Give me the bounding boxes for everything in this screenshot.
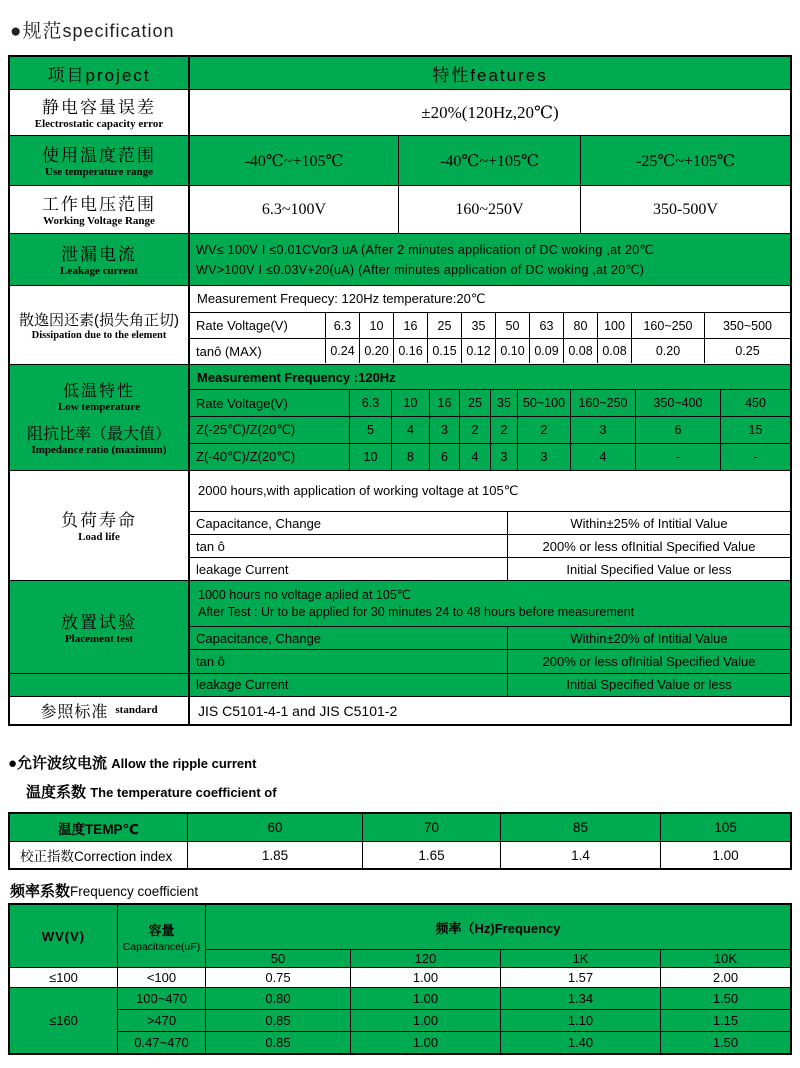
voltage-range-label-cell bbox=[10, 186, 190, 233]
low-temp-voltage-cell: 6.3 bbox=[349, 390, 391, 416]
placement-tan-row bbox=[190, 649, 790, 672]
dissipation-tan-cell: 0.20 bbox=[631, 339, 704, 363]
dissipation-voltage-cell: 350~500 bbox=[704, 313, 790, 338]
cap-cell: <100 bbox=[117, 967, 205, 987]
temp-range-v2-cell bbox=[398, 136, 580, 185]
load-life-content bbox=[190, 471, 790, 580]
low-temp-voltage-cell: 35 bbox=[490, 390, 517, 416]
placement-item: leakage Current bbox=[190, 674, 508, 696]
placement-leak-row bbox=[190, 673, 790, 696]
coef-cell: 1.57 bbox=[500, 967, 660, 987]
z40-cell: 3 bbox=[517, 444, 570, 470]
placement-content bbox=[190, 581, 790, 696]
coef-cell: 1.00 bbox=[350, 987, 500, 1009]
spec-table bbox=[8, 55, 792, 726]
temp-coefficient-table bbox=[8, 812, 792, 870]
z40-cell: 8 bbox=[391, 444, 429, 470]
cap-cell: 100~470 bbox=[117, 987, 205, 1009]
temp-range-v2: -40℃~+105℃ bbox=[440, 152, 539, 170]
voltage-range-zh: 工作电压范围 bbox=[42, 195, 156, 215]
leakage-en: Leakage current bbox=[60, 265, 138, 278]
z25-cell: 15 bbox=[720, 417, 790, 443]
spec-heading-en: specification bbox=[62, 21, 175, 41]
freq-col-header: 120 bbox=[350, 949, 500, 967]
load-life-label-cell bbox=[10, 471, 190, 580]
leakage-row bbox=[10, 233, 790, 285]
standard-value-cell bbox=[190, 697, 790, 724]
dissipation-voltage-cell: 35 bbox=[461, 313, 495, 338]
placement-cap-row bbox=[190, 627, 790, 649]
coef-cell: 1.00 bbox=[350, 967, 500, 987]
placement-value: Within±20% of Intitial Value bbox=[570, 630, 728, 646]
coef-cell: 0.85 bbox=[205, 1009, 350, 1031]
coef-cell: 1.50 bbox=[660, 987, 790, 1009]
freq-coef-zh: 频率系数 bbox=[10, 883, 71, 900]
low-temp-voltage-cell: 450 bbox=[720, 390, 790, 416]
z25-label: Z(-25℃)/Z(20℃) bbox=[196, 422, 296, 437]
header-project-label: 项目project bbox=[47, 65, 151, 85]
load-life-zh: 负荷寿命 bbox=[61, 511, 137, 531]
z25-cell: 2 bbox=[490, 417, 517, 443]
load-life-item: Capacitance, Change bbox=[190, 512, 508, 534]
load-life-en: Load life bbox=[78, 531, 120, 544]
voltage-range-v3-cell bbox=[580, 186, 790, 233]
voltage-range-v3: 350-500V bbox=[653, 200, 718, 218]
z40-cell: - bbox=[720, 444, 790, 470]
z40-cell: 4 bbox=[570, 444, 635, 470]
z40-cell: 10 bbox=[349, 444, 391, 470]
correction-index-value: 1.65 bbox=[362, 841, 500, 868]
z25-row bbox=[190, 416, 790, 443]
placement-note1: 1000 hours no voltage aplied at 105℃ bbox=[198, 587, 411, 602]
temp-range-values bbox=[190, 136, 790, 185]
standard-row bbox=[10, 696, 790, 724]
temp-range-v1: -40℃~+105℃ bbox=[244, 152, 344, 170]
dissipation-tan-cell: 0.09 bbox=[529, 339, 563, 363]
freq-coef-heading bbox=[10, 880, 800, 901]
load-life-note bbox=[190, 471, 790, 512]
placement-zh: 放置试验 bbox=[61, 612, 137, 632]
capacity-error-label-cell bbox=[10, 90, 190, 135]
cap-cell: 0.47~470 bbox=[117, 1031, 205, 1053]
frequency-header-cell: 频率（Hz)Frequency bbox=[205, 905, 790, 949]
dissipation-en: Dissipation due to the element bbox=[31, 330, 167, 341]
correction-index-value: 1.85 bbox=[187, 841, 362, 868]
dissipation-content bbox=[190, 286, 790, 364]
voltage-range-v2: 160~250V bbox=[455, 200, 524, 218]
freq-col-header: 50 bbox=[205, 949, 350, 967]
dissipation-voltage-row bbox=[190, 313, 790, 338]
coef-cell: 1.15 bbox=[660, 1009, 790, 1031]
capacity-error-row bbox=[10, 89, 790, 135]
voltage-range-row bbox=[10, 185, 790, 233]
freq-coef-en: Frequency coefficient bbox=[70, 884, 199, 899]
dissipation-tan-cell: 0.16 bbox=[393, 339, 427, 363]
freq-col-header: 10K bbox=[660, 949, 790, 967]
capacity-error-zh: 静电容量误差 bbox=[42, 98, 156, 118]
placement-label-empty-cell bbox=[10, 674, 188, 696]
temp-range-label-cell bbox=[10, 136, 190, 185]
load-life-value: 200% or less ofInitial Specified Value bbox=[542, 538, 756, 554]
placement-note bbox=[190, 581, 790, 627]
z40-cell: 4 bbox=[459, 444, 490, 470]
z25-cell: 3 bbox=[570, 417, 635, 443]
temp-value-header: 70 bbox=[362, 814, 500, 841]
dissipation-voltage-cell: 25 bbox=[427, 313, 461, 338]
load-life-value: Within±25% of Intitial Value bbox=[570, 515, 728, 531]
z40-cell: - bbox=[635, 444, 720, 470]
z25-cell: 2 bbox=[459, 417, 490, 443]
dissipation-tan-cell: 0.25 bbox=[704, 339, 790, 363]
dissipation-voltage-cell: 6.3 bbox=[325, 313, 359, 338]
low-temp-rate-label: Rate Voltage(V) bbox=[196, 395, 288, 411]
dissipation-label-cell bbox=[10, 286, 190, 364]
temp-range-zh: 使用温度范围 bbox=[42, 146, 156, 166]
dissipation-voltage-cell: 50 bbox=[495, 313, 529, 338]
load-life-item: leakage Current bbox=[190, 558, 508, 580]
voltage-range-v1: 6.3~100V bbox=[261, 200, 327, 218]
dissipation-zh: 散逸因还素(损失角正切) bbox=[19, 312, 179, 329]
temp-range-v3: -25℃~+105℃ bbox=[636, 152, 735, 170]
z40-label: Z(-40℃)/Z(20℃) bbox=[196, 449, 296, 464]
dissipation-row bbox=[10, 285, 790, 364]
low-temp-row bbox=[10, 364, 790, 470]
dissipation-tan-cell: 0.20 bbox=[359, 339, 393, 363]
placement-item: tan ô bbox=[190, 650, 508, 672]
voltage-range-v2-cell bbox=[398, 186, 580, 233]
temp-range-row bbox=[10, 135, 790, 185]
placement-note2: After Test : Ur to be applied for 30 minutes 24 to 48 hours before measurement bbox=[198, 604, 635, 619]
standard-zh: 参照标准 bbox=[40, 704, 109, 721]
coef-cell: 1.40 bbox=[500, 1031, 660, 1053]
wv-span-cell: ≤160 bbox=[10, 987, 117, 1053]
dissipation-tan-cell: 0.10 bbox=[495, 339, 529, 363]
capacity-error-value-cell bbox=[190, 90, 790, 135]
placement-item: Capacitance, Change bbox=[190, 627, 508, 649]
coef-cell: 1.00 bbox=[350, 1031, 500, 1053]
voltage-range-v1-cell bbox=[190, 186, 398, 233]
coef-cell: 1.00 bbox=[350, 1009, 500, 1031]
placement-row bbox=[10, 580, 790, 696]
impedance-ratio-en: Impedance ratio (maximum) bbox=[31, 443, 167, 456]
leakage-label-cell bbox=[10, 234, 190, 285]
low-temp-voltage-cell: 10 bbox=[391, 390, 429, 416]
datasheet-page bbox=[0, 16, 800, 1068]
standard-value: JIS C5101-4-1 and JIS C5101-2 bbox=[198, 702, 398, 719]
ripple-heading-en: Allow the ripple current bbox=[111, 756, 257, 771]
temp-value-header: 105 bbox=[660, 814, 790, 841]
dissipation-note: Measurement Frequecy: 120Hz temperature:20℃ bbox=[190, 286, 790, 313]
z25-cell: 4 bbox=[391, 417, 429, 443]
low-temp-label-cell bbox=[10, 365, 190, 470]
dissipation-tan-row bbox=[190, 338, 790, 363]
dissipation-tan-cell: 0.15 bbox=[427, 339, 461, 363]
low-temp-voltage-cell: 50~100 bbox=[517, 390, 570, 416]
load-life-note-text: 2000 hours,with application of working voltage at 105℃ bbox=[198, 483, 519, 499]
z40-cell: 6 bbox=[429, 444, 459, 470]
load-life-tan-row bbox=[190, 534, 790, 557]
placement-label-cell bbox=[10, 581, 188, 674]
low-temp-voltage-cell: 25 bbox=[459, 390, 490, 416]
temp-value-header: 60 bbox=[187, 814, 362, 841]
dissipation-tan-cell: 0.24 bbox=[325, 339, 359, 363]
placement-value: Initial Specified Value or less bbox=[566, 677, 732, 693]
temp-coef-heading bbox=[26, 781, 800, 802]
coef-cell: 1.34 bbox=[500, 987, 660, 1009]
z40-row bbox=[190, 443, 790, 470]
z25-cell: 2 bbox=[517, 417, 570, 443]
dissipation-tan-cell: 0.08 bbox=[563, 339, 597, 363]
wv-cell: ≤100 bbox=[10, 967, 117, 987]
voltage-range-values bbox=[190, 186, 790, 233]
dissipation-voltage-cell: 63 bbox=[529, 313, 563, 338]
load-life-value: Initial Specified Value or less bbox=[566, 561, 732, 577]
temp-label-cell: 温度TEMP℃ bbox=[10, 814, 187, 841]
coef-cell: 2.00 bbox=[660, 967, 790, 987]
cap-cell: >470 bbox=[117, 1009, 205, 1031]
header-project-cell bbox=[10, 57, 190, 89]
wv-header-cell: WV(V) bbox=[10, 905, 117, 967]
dissipation-voltage-cell: 100 bbox=[597, 313, 631, 338]
rate-voltage-label: Rate Voltage(V) bbox=[196, 318, 288, 333]
correction-index-value: 1.00 bbox=[660, 841, 790, 868]
tan-max-label: tanô (MAX) bbox=[196, 343, 262, 359]
capacitance-header-cell bbox=[117, 905, 205, 967]
header-features-cell bbox=[190, 57, 790, 89]
impedance-ratio-zh: 阻抗比率（最大值） bbox=[26, 425, 171, 443]
spec-heading-zh: ●规范 bbox=[10, 21, 63, 42]
voltage-range-en: Working Voltage Range bbox=[43, 215, 155, 228]
capacitance-zh: 容量 bbox=[148, 922, 175, 938]
leakage-zh: 泄漏电流 bbox=[61, 245, 137, 265]
dissipation-tan-cell: 0.12 bbox=[461, 339, 495, 363]
low-temp-voltage-cell: 16 bbox=[429, 390, 459, 416]
low-temp-content bbox=[190, 365, 790, 470]
load-life-item: tan ô bbox=[190, 535, 508, 557]
coef-cell: 1.50 bbox=[660, 1031, 790, 1053]
leakage-line2: WV>100V I ≤0.03V+20(uA) (After minutes application of DC woking ,at 20℃) bbox=[196, 262, 645, 277]
coef-cell: 1.10 bbox=[500, 1009, 660, 1031]
z25-cell: 3 bbox=[429, 417, 459, 443]
dissipation-voltage-cell: 80 bbox=[563, 313, 597, 338]
coef-cell: 0.75 bbox=[205, 967, 350, 987]
ripple-heading-zh: ●允许波纹电流 bbox=[8, 755, 108, 772]
temp-coef-en: The temperature coefficient of bbox=[90, 785, 277, 800]
load-life-leak-row bbox=[190, 557, 790, 580]
temp-range-en: Use temperature range bbox=[45, 166, 153, 179]
load-life-row bbox=[10, 470, 790, 580]
leakage-line1: WV≤ 100V I ≤0.01CVor3 uA (After 2 minutes application of DC woking ,at 20℃ bbox=[196, 242, 654, 257]
low-temp-en: Low temperature bbox=[58, 400, 140, 413]
load-life-cap-row bbox=[190, 512, 790, 534]
standard-label-cell bbox=[10, 697, 190, 724]
dissipation-voltage-cell: 16 bbox=[393, 313, 427, 338]
dissipation-tan-cell: 0.08 bbox=[597, 339, 631, 363]
spec-section-heading bbox=[10, 16, 800, 43]
coef-cell: 0.85 bbox=[205, 1031, 350, 1053]
temp-range-v3-cell bbox=[580, 136, 790, 185]
low-temp-note: Measurement Frequency :120Hz bbox=[190, 365, 790, 390]
z25-cell: 5 bbox=[349, 417, 391, 443]
spec-header-row bbox=[10, 57, 790, 89]
low-temp-zh: 低温特性 bbox=[62, 382, 135, 400]
ripple-section-heading bbox=[8, 752, 800, 773]
dissipation-voltage-cell: 160~250 bbox=[631, 313, 704, 338]
coef-cell: 0.80 bbox=[205, 987, 350, 1009]
z40-cell: 3 bbox=[490, 444, 517, 470]
capacity-error-value: ±20%(120Hz,20℃) bbox=[421, 102, 559, 122]
standard-en: standard bbox=[115, 703, 158, 716]
placement-label-col bbox=[10, 581, 190, 696]
low-temp-voltage-row bbox=[190, 390, 790, 416]
correction-index-value: 1.4 bbox=[500, 841, 660, 868]
placement-value: 200% or less ofInitial Specified Value bbox=[542, 653, 756, 669]
correction-index-label: 校正指数Correction index bbox=[10, 841, 187, 868]
leakage-text-cell bbox=[190, 234, 790, 285]
dissipation-voltage-cell: 10 bbox=[359, 313, 393, 338]
temp-range-v1-cell bbox=[190, 136, 398, 185]
low-temp-voltage-cell: 350~400 bbox=[635, 390, 720, 416]
temp-coef-zh: 温度系数 bbox=[26, 784, 87, 801]
capacitance-en: Capacitance(uF) bbox=[122, 940, 201, 953]
freq-col-header: 1K bbox=[500, 949, 660, 967]
low-temp-voltage-cell: 160~250 bbox=[570, 390, 635, 416]
placement-en: Placement test bbox=[64, 632, 134, 645]
z25-cell: 6 bbox=[635, 417, 720, 443]
freq-coefficient-table bbox=[8, 903, 792, 1055]
temp-value-header: 85 bbox=[500, 814, 660, 841]
header-features-label: 特性features bbox=[432, 65, 548, 85]
capacity-error-en: Electrostatic capacity error bbox=[34, 118, 164, 131]
